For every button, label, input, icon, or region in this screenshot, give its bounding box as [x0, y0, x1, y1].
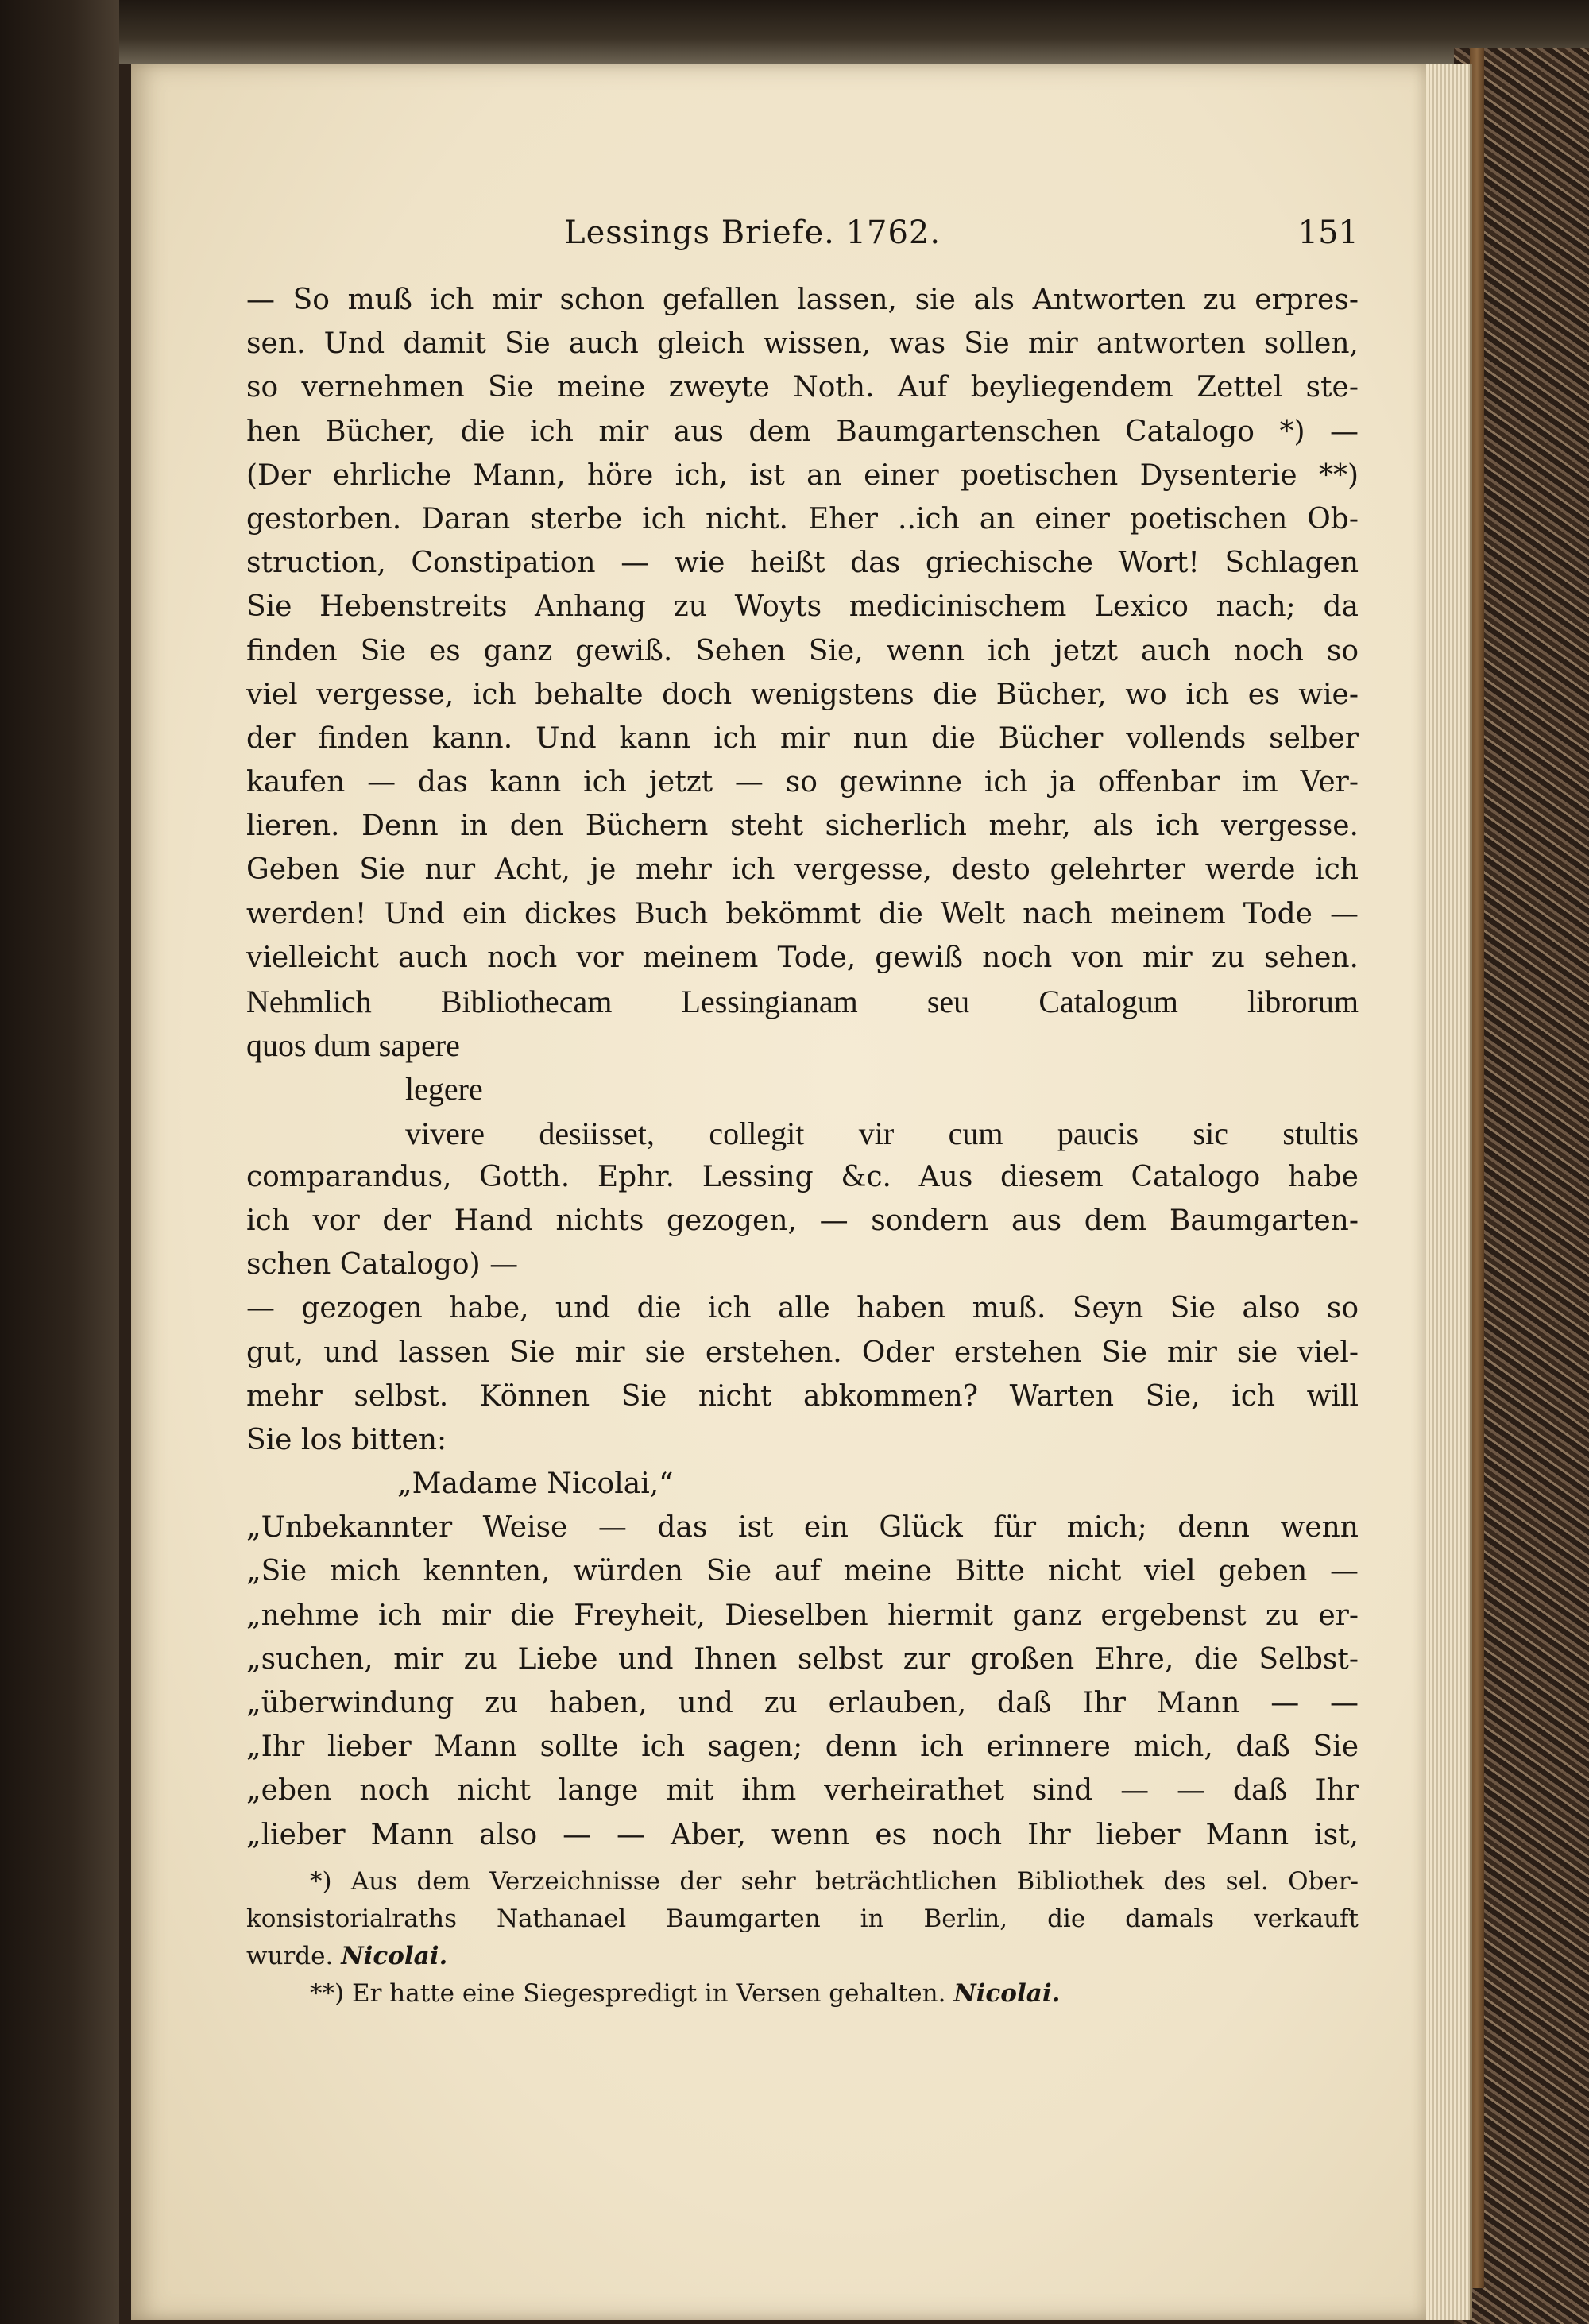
text-line: finden Sie es ganz gewiß. Sehen Sie, wenn ich jetzt auch noch so [246, 634, 1359, 667]
text-line: gestorben. Daran sterbe ich nicht. Eher ..ich an einer poetischen Ob- [246, 502, 1359, 536]
text-line: kaufen — das kann ich jetzt — so gewinne ich ja offenbar im Ver- [246, 766, 1359, 799]
text-line: Geben Sie nur Acht, je mehr ich vergesse, desto gelehrter werde ich [246, 853, 1359, 887]
text-line: „eben noch nicht lange mit ihm verheirathet sind — — daß Ihr [246, 1774, 1359, 1808]
latin-line: quos dum sapere [246, 1027, 460, 1064]
text-line: „Sie mich kennten, würden Sie auf meine Bitte nicht viel geben — [246, 1555, 1359, 1588]
main-text [246, 278, 1359, 1857]
text-line: „suchen, mir zu Liebe und Ihnen selbst zur großen Ehre, die Selbst- [246, 1642, 1359, 1676]
text-line: sen. Und damit Sie auch gleich wissen, was Sie mir antworten sollen, [246, 327, 1359, 361]
footnote-signature: Nicolai. [341, 1941, 448, 1970]
book-cover-top [0, 0, 1589, 64]
footnote-line [246, 1975, 1359, 2013]
running-header [246, 215, 1359, 278]
text-line: — gezogen habe, und die ich alle haben muß. Seyn Sie also so [246, 1292, 1359, 1325]
text-line: hen Bücher, die ich mir aus dem Baumgartenschen Catalogo *) — [246, 415, 1359, 448]
book-cover-left [0, 0, 119, 2324]
text-line: — So muß ich mir schon gefallen lassen, sie als Antworten zu erpres- [246, 284, 1359, 316]
footnote-line: konsistorialraths Nathanael Baumgarten in Berlin, die damals verkauft [246, 1904, 1359, 1933]
text-line: „lieber Mann also — — Aber, wenn es noch Ihr lieber Mann ist, [246, 1818, 1359, 1851]
text-line: schen Catalogo) — [246, 1248, 519, 1282]
running-title: Lessings Briefe. 1762. [564, 215, 941, 251]
text-line: „Unbekannter Weise — das ist ein Glück für mich; denn wenn [246, 1511, 1359, 1545]
book-page [131, 64, 1426, 2320]
text-line: (Der ehrliche Mann, höre ich, ist an einer poetischen Dysenterie **) [246, 458, 1359, 492]
text-line: lieren. Denn in den Büchern steht sicherlich mehr, als ich vergesse. [246, 810, 1359, 843]
text-line: „nehme ich mir die Freyheit, Dieselben hiermit ganz ergebenst zu er- [246, 1599, 1359, 1632]
text-line: so vernehmen Sie meine zweyte Noth. Auf beyliegendem Zettel ste- [246, 371, 1359, 404]
page-text [246, 215, 1359, 2013]
text-line: der finden kann. Und kann ich mir nun die Bücher vollends selber [246, 721, 1359, 755]
text-line: Sie los bitten: [246, 1423, 447, 1456]
text-line: comparandus, Gotth. Ephr. Lessing &c. Aus diesem Catalogo habe [246, 1160, 1359, 1193]
footnote-text: wurde. [246, 1941, 334, 1970]
latin-line: vivere desiisset, collegit vir cum paucis sic stultis [405, 1115, 1359, 1151]
text-line: viel vergesse, ich behalte doch wenigstens die Bücher, wo ich es wie- [246, 678, 1359, 711]
letter-salutation: „Madame Nicolai,“ [397, 1467, 674, 1501]
text-line: mehr selbst. Können Sie nicht abkommen? Warten Sie, ich will [246, 1379, 1359, 1413]
text-line: „überwindung zu haben, und zu erlauben, daß Ihr Mann — — [246, 1687, 1359, 1719]
footnote-text: **) Er hatte eine Siegespredigt in Versen gehalten. [310, 1978, 946, 2008]
footnote-line: *) Aus dem Verzeichnisse der sehr beträchtlichen Bibliothek des sel. Ober- [310, 1866, 1359, 1896]
text-line: werden! Und ein dickes Buch bekömmt die Welt nach meinem Tode — [246, 897, 1359, 930]
text-line: struction, Constipation — wie heißt das griechische Wort! Schlagen [246, 547, 1359, 580]
latin-line: legere [405, 1071, 483, 1108]
footnote-signature: Nicolai. [953, 1978, 1061, 2008]
text-line: Sie Hebenstreits Anhang zu Woyts medicinischem Lexico nach; da [246, 590, 1359, 624]
text-line: vielleicht auch noch vor meinem Tode, gewiß noch von mir zu sehen. [246, 941, 1359, 974]
text-line: ich vor der Hand nichts gezogen, — sondern aus dem Baumgarten- [246, 1204, 1359, 1237]
text-line: „Ihr lieber Mann sollte ich sagen; denn ich erinnere mich, daß Sie [246, 1730, 1359, 1764]
footnotes [246, 1863, 1359, 2013]
text-line: gut, und lassen Sie mir sie erstehen. Oder erstehen Sie mir sie viel- [246, 1336, 1359, 1369]
latin-line: Nehmlich Bibliothecam Lessingianam seu Catalogum librorum [246, 984, 1359, 1019]
footnote-line [246, 1938, 1359, 1975]
page-number: 151 [1297, 215, 1359, 251]
